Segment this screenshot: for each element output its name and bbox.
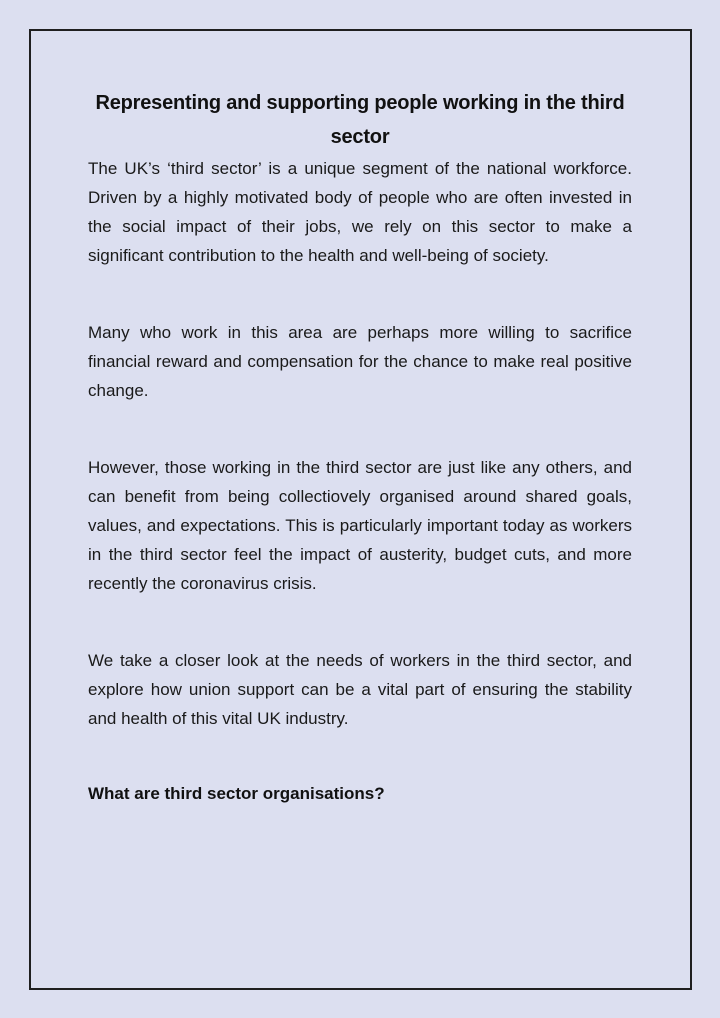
document-title: Representing and supporting people working in the third sector <box>95 92 625 148</box>
paragraph-closer-look: We take a closer look at the needs of workers in the third sector, and explore how union support can be a vital part of ensuring the stability and health of this vital UK industry. <box>88 651 632 728</box>
document-body <box>88 86 632 808</box>
section-heading: What are third sector organisations? <box>88 784 385 803</box>
paragraph-intro: The UK’s ‘third sector’ is a unique segment of the national workforce. Driven by a highly motivated body of people who are often invested in the social impact of their jobs, we rely on this sector to make a significant contribution to the health and well-being of society. <box>88 159 632 265</box>
paragraph-motivation: Many who work in this area are perhaps more willing to sacrifice financial reward and compensation for the chance to make real positive change. <box>88 323 632 400</box>
paragraph-organising: However, those working in the third sector are just like any others, and can benefit from being collectiovely organised around shared goals, values, and expectations. This is particularly important today as workers in the third sector feel the impact of austerity, budget cuts, and more recently the coronavirus crisis. <box>88 458 632 593</box>
